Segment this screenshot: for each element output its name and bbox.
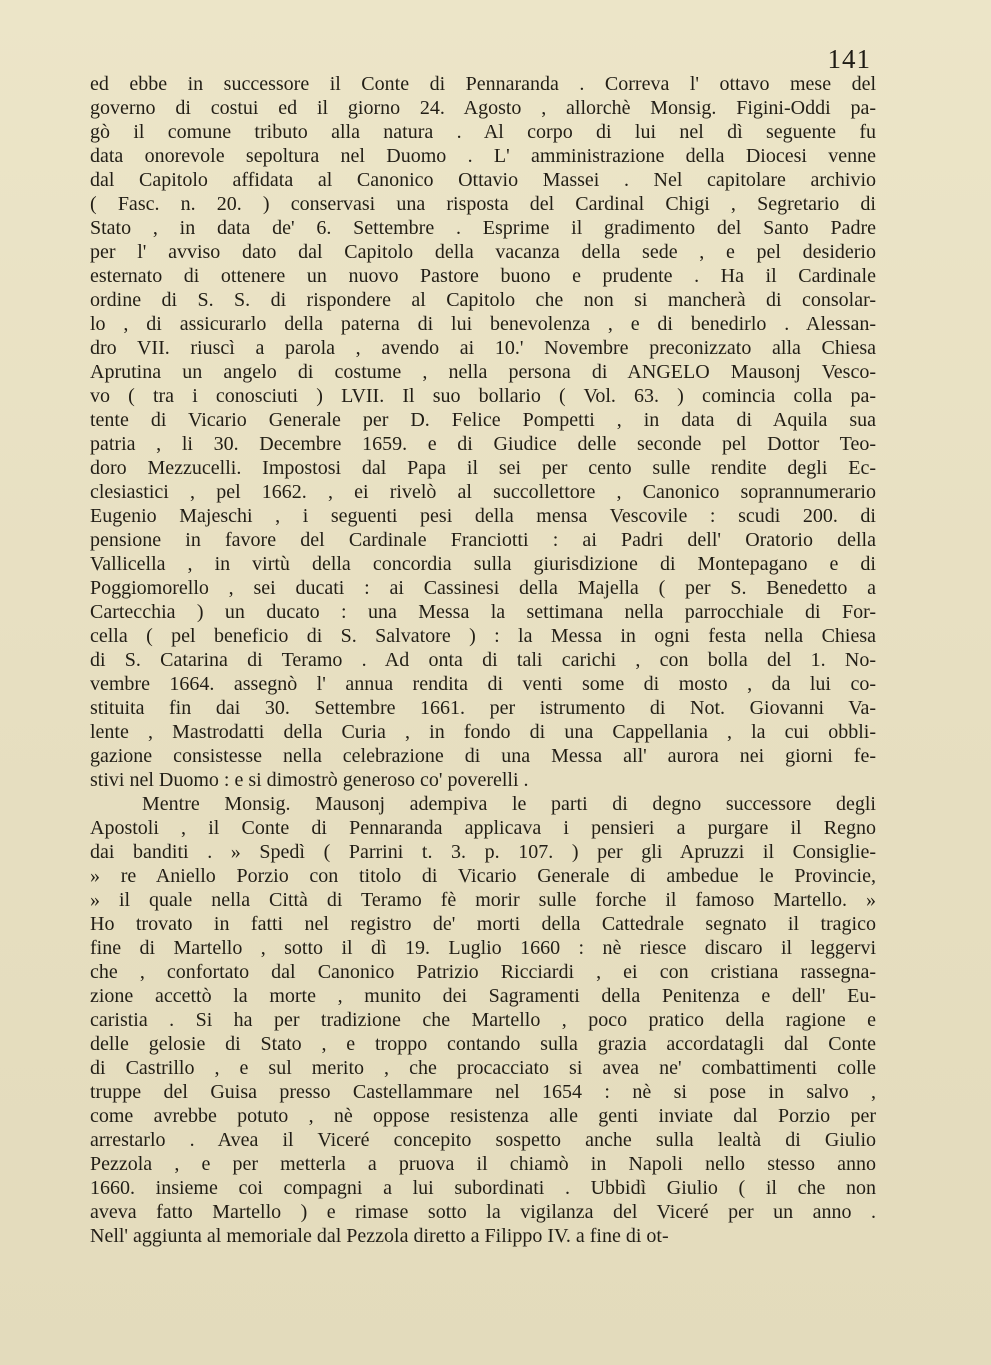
text-line: 1660. insieme coi compagni a lui subordinati . Ubbidì Giulio ( il che non	[90, 1177, 876, 1199]
text-line: Cartecchia ) un ducato : una Messa la settimana nella parrocchiale di For-	[90, 601, 876, 623]
text-line: Ho trovato in fatti nel registro de' morti della Cattedrale segnato il tragico	[90, 913, 876, 935]
text-line: cella ( pel beneficio di S. Salvatore ) : la Messa in ogni festa nella Chiesa	[90, 625, 876, 647]
text-line: stivi nel Duomo : e si dimostrò generoso co' poverelli .	[90, 769, 529, 791]
text-line: ordine di S. S. di rispondere al Capitolo che non si mancherà di consolar-	[90, 289, 876, 311]
text-line: » il quale nella Città di Teramo fè morir sulle forche il famoso Martello. »	[90, 889, 876, 911]
text-line: di S. Catarina di Teramo . Ad onta di tali carichi , con bolla del 1. No-	[90, 649, 876, 671]
text-line: Mentre Monsig. Mausonj adempiva le parti di degno successore degli	[142, 793, 876, 815]
text-line: dro VII. riuscì a parola , avendo ai 10.' Novembre preconizzato alla Chiesa	[90, 337, 876, 359]
text-line: doro Mezzucelli. Impostosi dal Papa il sei per cento sulle rendite degli Ec-	[90, 457, 876, 479]
text-line: dai banditi . » Spedì ( Parrini t. 3. p. 107. ) per gli Apruzzi il Consiglie-	[90, 841, 876, 863]
text-line: vembre 1664. assegnò l' annua rendita di venti some di mosto , da lui co-	[90, 673, 876, 695]
text-line: governo di costui ed il giorno 24. Agosto , allorchè Monsig. Figini-Oddi pa-	[90, 97, 876, 119]
text-line: Eugenio Majeschi , i seguenti pesi della mensa Vescovile : scudi 200. di	[90, 505, 876, 527]
text-line: lo , di assicurarlo della paterna di lui benevolenza , e di benedirlo . Alessan-	[90, 313, 876, 335]
text-line: data onorevole sepoltura nel Duomo . L' amministrazione della Diocesi venne	[90, 145, 876, 167]
text-line: clesiastici , pel 1662. , ei rivelò al succollettore , Canonico soprannumerario	[90, 481, 876, 503]
text-line: Nell' aggiunta al memoriale dal Pezzola diretto a Filippo IV. a fine di ot-	[90, 1225, 669, 1247]
text-line: Pezzola , e per metterla a pruova il chiamò in Napoli nello stesso anno	[90, 1153, 876, 1175]
text-line: stituita fin dai 30. Settembre 1661. per istrumento di Not. Giovanni Va-	[90, 697, 876, 719]
body-text	[90, 72, 876, 1248]
text-line: Vallicella , in virtù della concordia sulla giurisdizione di Montepagano e di	[90, 553, 876, 575]
text-line: truppe del Guisa presso Castellammare nel 1654 : nè si pose in salvo ,	[90, 1081, 876, 1103]
text-line: Aprutina un angelo di costume , nella persona di ANGELO Mausonj Vesco-	[90, 361, 876, 383]
text-line: aveva fatto Martello ) e rimase sotto la vigilanza del Viceré per un anno .	[90, 1201, 876, 1223]
text-line: fine di Martello , sotto il dì 19. Luglio 1660 : nè riesce discaro il leggervi	[90, 937, 876, 959]
text-line: ( Fasc. n. 20. ) conservasi una risposta del Cardinal Chigi , Segretario di	[90, 193, 876, 215]
text-line: » re Aniello Porzio con titolo di Vicario Generale di ambedue le Provincie,	[90, 865, 876, 887]
text-line: delle gelosie di Stato , e troppo contando sulla grazia accordatagli dal Conte	[90, 1033, 876, 1055]
text-line: caristia . Si ha per tradizione che Martello , poco pratico della ragione e	[90, 1009, 876, 1031]
text-line: pensione in favore del Cardinale Franciotti : ai Padri dell' Oratorio della	[90, 529, 876, 551]
text-line: come avrebbe potuto , nè oppose resistenza alle genti inviate dal Porzio per	[90, 1105, 876, 1127]
text-line: patria , li 30. Decembre 1659. e di Giudice delle seconde pel Dottor Teo-	[90, 433, 876, 455]
page-number: 141	[827, 44, 871, 74]
paragraph-1	[90, 72, 876, 792]
text-line: esternato di ottenere un nuovo Pastore buono e prudente . Ha il Cardinale	[90, 265, 876, 287]
text-line: arrestarlo . Avea il Viceré concepito sospetto anche sulla lealtà di Giulio	[90, 1129, 876, 1151]
text-line: zione accettò la morte , munito dei Sagramenti della Penitenza e dell' Eu-	[90, 985, 876, 1007]
text-line: per l' avviso dato dal Capitolo della vacanza della sede , e pel desiderio	[90, 241, 876, 263]
text-line: Stato , in data de' 6. Settembre . Esprime il gradimento del Santo Padre	[90, 217, 876, 239]
text-line: lente , Mastrodatti della Curia , in fondo di una Cappellania , la cui obbli-	[90, 721, 876, 743]
text-line: tente di Vicario Generale per D. Felice Pompetti , in data di Aquila sua	[90, 409, 876, 431]
text-line: Apostoli , il Conte di Pennaranda applicava i pensieri a purgare il Regno	[90, 817, 876, 839]
text-line: ed ebbe in successore il Conte di Pennaranda . Correva l' ottavo mese del	[90, 73, 876, 95]
text-line: dal Capitolo affidata al Canonico Ottavio Massei . Nel capitolare archivio	[90, 169, 876, 191]
text-line: che , confortato dal Canonico Patrizio Ricciardi , ei con cristiana rassegna-	[90, 961, 876, 983]
text-line: vo ( tra i conosciuti ) LVII. Il suo bollario ( Vol. 63. ) comincia colla pa-	[90, 385, 876, 407]
text-line: gò il comune tributo alla natura . Al corpo di lui nel dì seguente fu	[90, 121, 876, 143]
text-line: gazione consistesse nella celebrazione di una Messa all' aurora nei giorni fe-	[90, 745, 876, 767]
text-line: Poggiomorello , sei ducati : ai Cassinesi della Majella ( per S. Benedetto a	[90, 577, 876, 599]
paragraph-2	[90, 792, 876, 1248]
text-line: di Castrillo , e sul merito , che procacciato si avea ne' combattimenti colle	[90, 1057, 876, 1079]
